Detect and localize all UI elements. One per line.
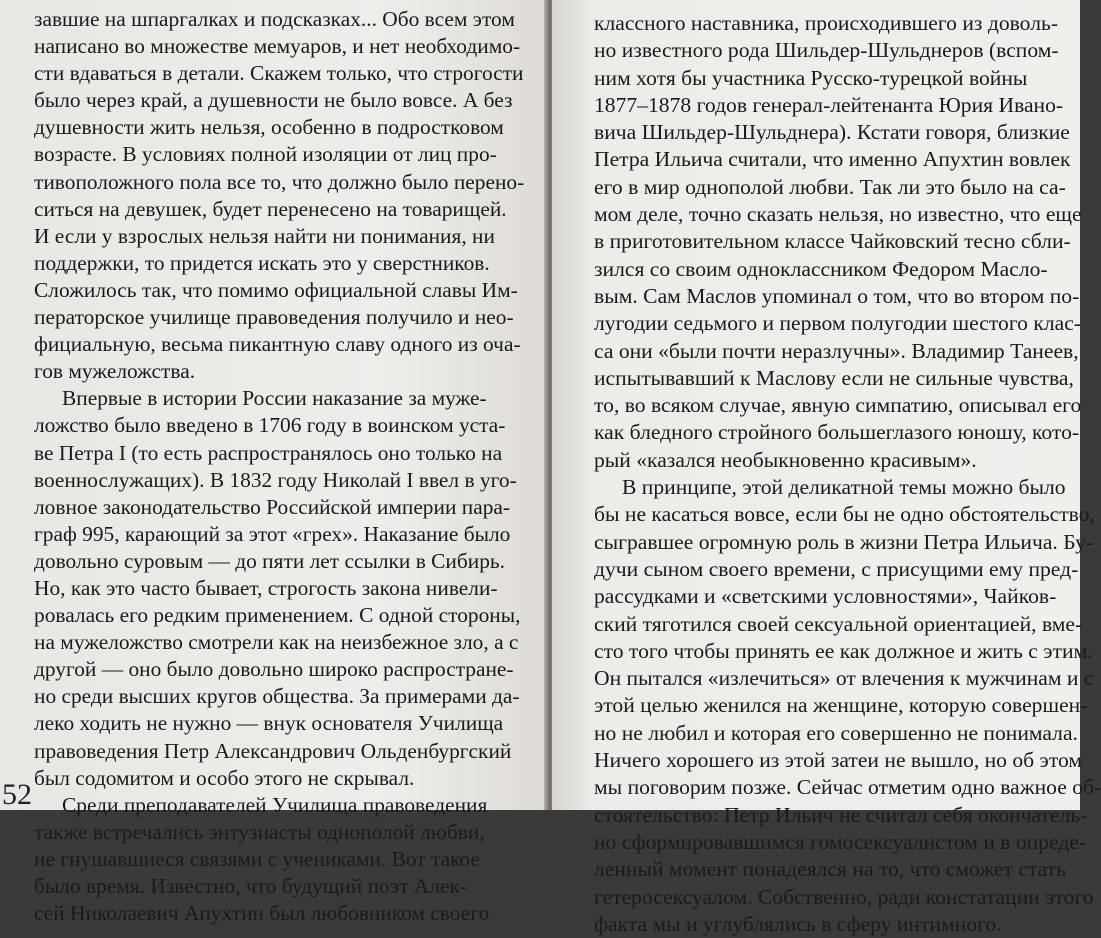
text-line: рассудками и «светскими условностями», Чайков-: [594, 584, 1057, 609]
text-line: другой — оно было довольно широко распростране-: [34, 657, 514, 682]
text-line: ловное законодательство Российской империи пара-: [34, 494, 511, 519]
text-line: граф 995, карающий за этот «грех». Наказание было: [34, 521, 511, 546]
text-line: его в мир однополой любви. Так ли это было на са-: [594, 174, 1066, 199]
text-line: мом деле, точно сказать нельзя, но известно, что еще: [594, 202, 1082, 227]
text-line: военнослужащих). В 1832 году Николай I ввел в уго-: [34, 467, 517, 492]
paragraph: [594, 10, 1080, 474]
text-line: то, во всяком случае, явную симпатию, описывал его: [594, 393, 1082, 418]
paragraph: [34, 6, 525, 385]
text-line: рый «казался необыкновенно красивым».: [594, 447, 977, 472]
paragraph: [34, 385, 521, 791]
text-line: Петра Ильича считали, что именно Апухтин вовлек: [594, 147, 1071, 172]
text-line: ровалась его редким применением. С одной стороны,: [34, 603, 521, 628]
text-line: но не любил и которая его совершенно не понимала.: [594, 720, 1078, 745]
text-line: Впервые в истории России наказание за муже-: [62, 386, 487, 411]
text-line: дучи сыном своего времени, с присущими ему пред-: [594, 556, 1079, 581]
text-line: возрасте. В условиях полной изоляции от лиц про-: [34, 142, 497, 167]
text-line: В принципе, этой деликатной темы можно было: [622, 475, 1066, 500]
text-line: 1877–1878 годов генерал-лейтенанта Юрия Ивано-: [594, 92, 1064, 117]
paragraph: [34, 792, 502, 927]
text-line: вым. Сам Маслов упоминал о том, что во втором по-: [594, 283, 1080, 308]
text-line: ский тяготился своей сексуальной ориентацией, вме-: [594, 611, 1083, 636]
text-line: ложство было введено в 1706 году в воинском уста-: [34, 413, 506, 438]
text-line: мы поговорим позже. Сейчас отметим одно важное об-: [594, 775, 1101, 800]
text-line: ситься на девушек, будет перенесено на товарищей.: [34, 196, 507, 221]
text-line: тивоположного пола все то, что должно было перено-: [34, 169, 525, 194]
text-line: но сформировавшимся гомосексуалистом и в опреде-: [594, 829, 1087, 854]
text-line: но среди высших кругов общества. За примерами да-: [34, 684, 520, 709]
text-line: не гнушавшиеся связями с учениками. Вот такое: [34, 846, 480, 871]
text-line: написано во множестве мемуаров, и нет необходимо-: [34, 34, 521, 59]
text-line: классного наставника, происходившего из доволь-: [594, 11, 1059, 35]
text-line: Он пытался «излечиться» от влечения к мужчинам и с: [594, 666, 1094, 691]
text-line: испытывавший к Маслову если не сильные чувства,: [594, 365, 1074, 390]
text-line: ве Петра I (то есть распространялось оно только на: [34, 440, 503, 465]
text-line: леко ходить не нужно — внук основателя Училища: [34, 711, 504, 736]
text-line: фициальную, весьма пикантную славу одного из оча-: [34, 332, 521, 357]
right-page: [552, 0, 1101, 936]
text-line: на мужеложство смотрели как на неизбежное зло, а с: [34, 630, 519, 655]
right-page-text: [594, 10, 1101, 938]
text-line: лугодии седьмого и первом полугодии шестого клас-: [594, 311, 1081, 336]
text-line: сти вдаваться в детали. Скажем только, что строгости: [34, 61, 524, 86]
text-line: сей Николаевич Апухтин был любовником своего: [34, 901, 490, 926]
paragraph: [594, 474, 1101, 938]
text-line: ператорское училище правоведения получило и нео-: [34, 305, 514, 330]
text-line: гетеросексуалом. Собственно, ради констатации этого: [594, 884, 1094, 909]
text-line: И если у взрослых нельзя найти ни понимания, ни: [34, 223, 495, 248]
text-line: было через край, а душевности не было вовсе. А без: [34, 88, 513, 113]
text-line: вича Шильдер-Шульднера). Кстати говоря, близкие: [594, 120, 1070, 145]
text-line: ленный момент понадеялся на то, что сможет стать: [594, 857, 1066, 882]
text-line: завшие на шпаргалках и подсказках... Обо всем этом: [34, 7, 515, 31]
text-line: в приготовительном классе Чайковский тесно сбли-: [594, 229, 1071, 254]
text-line: этой целью женился на женщине, которую совершен-: [594, 693, 1088, 718]
left-page-text: [34, 6, 525, 927]
text-line: было время. Известно, что будущий поэт Алек-: [34, 874, 467, 898]
text-line: сыгравшее огромную роль в жизни Петра Ильича. Бу-: [594, 529, 1094, 554]
text-line: ним хотя бы участника Русско-турецкой войны: [594, 65, 1028, 90]
text-line: стоятельство: Петр Ильич не считал себя окончатель-: [594, 802, 1088, 827]
text-line: но известного рода Шильдер-Шульднеров (вспом-: [594, 38, 1059, 63]
text-line: также встречались энтузиасты однополой любви,: [34, 819, 485, 844]
text-line: как бледного стройного большеглазого юношу, кото-: [594, 420, 1080, 445]
text-line: был содомитом и особо этого не скрывал.: [34, 765, 415, 790]
text-line: гов мужеложства.: [34, 359, 196, 384]
page-number: 52: [2, 778, 32, 811]
text-line: зился со своим одноклассником Федором Масло-: [594, 256, 1048, 281]
text-line: сто того чтобы принять ее как должное и жить с этим.: [594, 638, 1093, 663]
text-line: довольно суровым — до пяти лет ссылки в Сибирь.: [34, 548, 505, 573]
text-line: душевности жить нельзя, особенно в подростковом: [34, 115, 504, 140]
text-line: Но, как это часто бывает, строгость закона нивели-: [34, 575, 498, 600]
text-line: факта мы и углублялись в сферу интимного.: [594, 911, 1002, 936]
text-line: Среди преподавателей Училища правоведения: [62, 792, 488, 817]
text-line: правоведения Петр Александрович Ольденбургский: [34, 738, 512, 763]
text-line: поддержки, то придется искать это у сверстников.: [34, 250, 490, 275]
left-page: [0, 0, 548, 926]
text-line: са они «были почти неразлучны». Владимир Танеев,: [594, 338, 1079, 363]
text-line: Сложилось так, что помимо официальной славы Им-: [34, 277, 518, 302]
text-line: Ничего хорошего из этой затеи не вышло, но об этом: [594, 748, 1083, 773]
text-line: бы не касаться вовсе, если бы не одно обстоятельство,: [594, 502, 1095, 527]
